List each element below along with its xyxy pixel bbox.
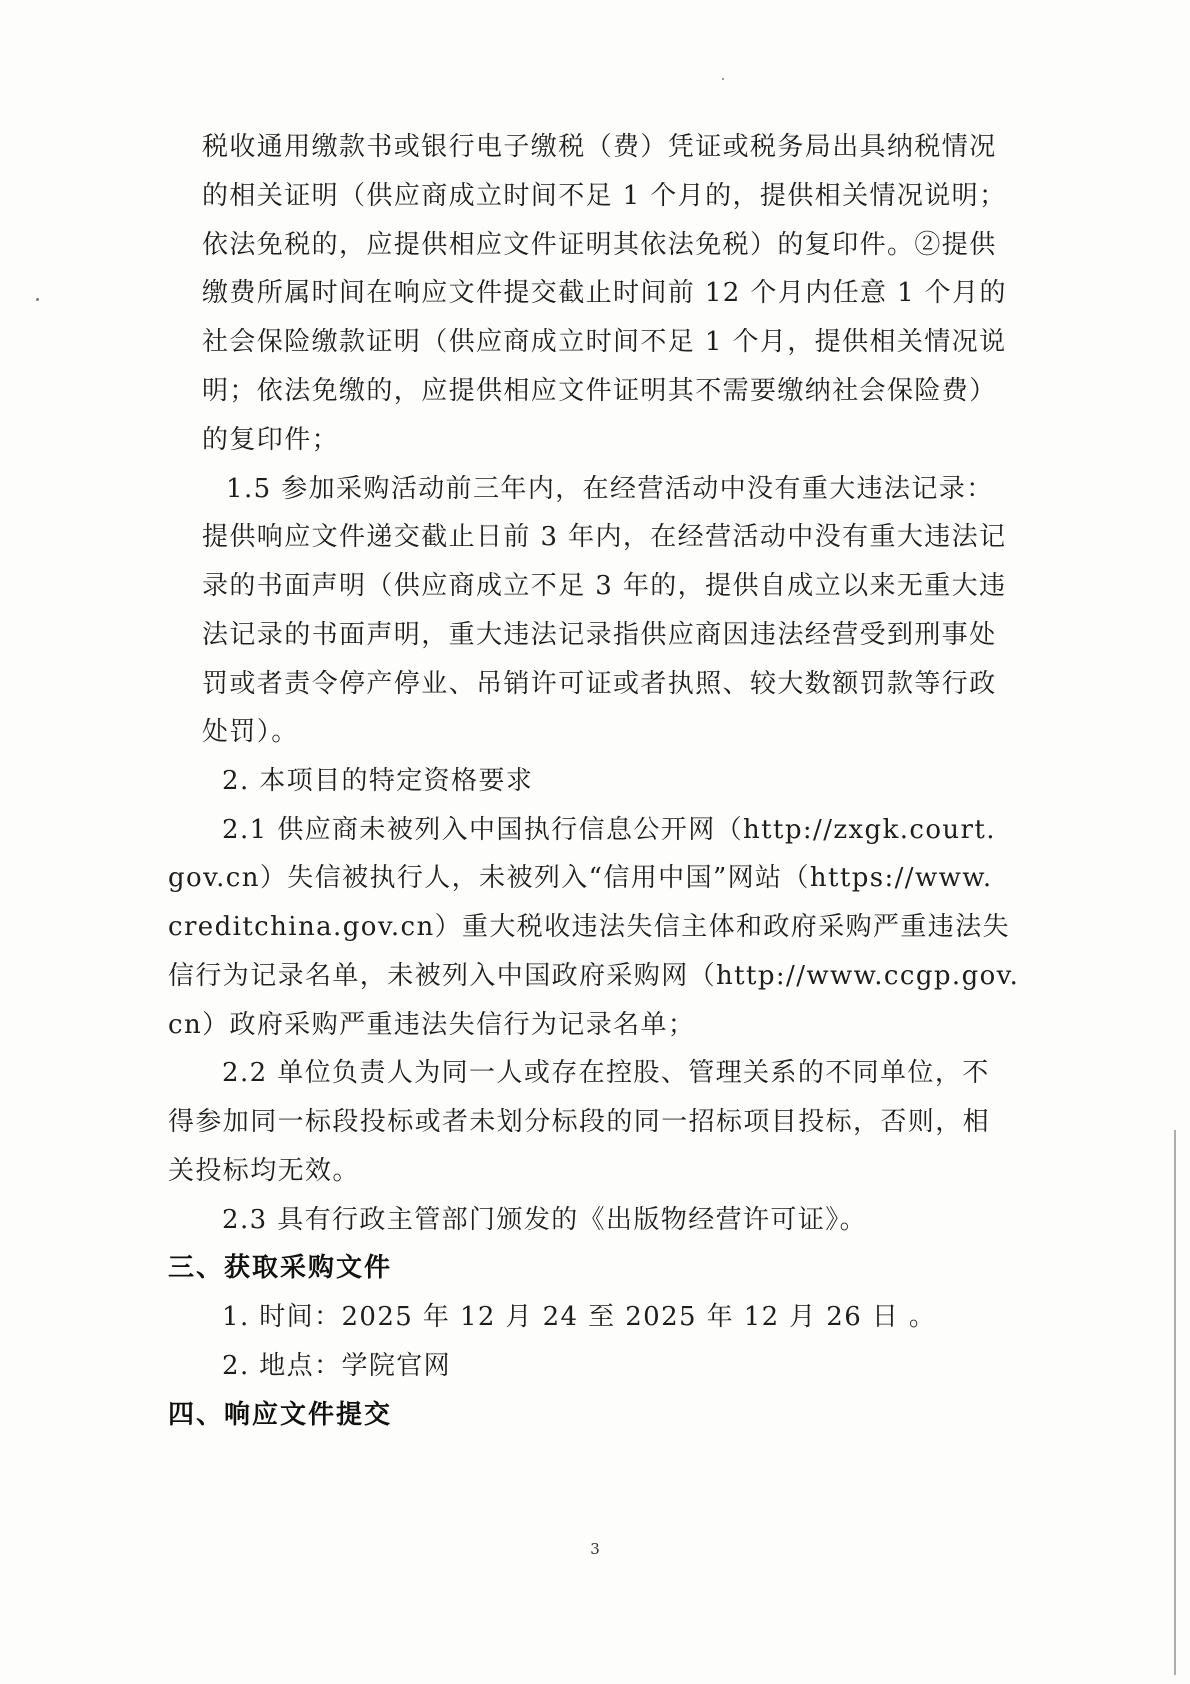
clause-1-5-line: 罚或者责令停产停业、吊销许可证或者执照、较大数额罚款等行政 bbox=[202, 669, 997, 699]
item-2-heading: 2. 本项目的特定资格要求 bbox=[222, 766, 534, 796]
section-4-heading: 四、响应文件提交 bbox=[168, 1400, 393, 1430]
clause-1-5-line: 法记录的书面声明，重大违法记录指供应商因违法经营受到刑事处 bbox=[202, 620, 997, 650]
body-text-line: 税收通用缴款书或银行电子缴税（费）凭证或税务局出具纳税情况 bbox=[202, 132, 997, 162]
body-text-line: 依法免税的，应提供相应文件证明其依法免税）的复印件。②提供 bbox=[202, 230, 997, 260]
section-3-item: 1. 时间：2025 年 12 月 24 至 2025 年 12 月 26 日 。 bbox=[222, 1302, 937, 1332]
body-text-line: 社会保险缴款证明（供应商成立时间不足 1 个月，提供相关情况说 bbox=[202, 327, 1007, 357]
clause-2-1-line: cn）政府采购严重违法失信行为记录名单； bbox=[168, 1010, 696, 1040]
scan-edge-line bbox=[1174, 1130, 1176, 1675]
clause-2-2-line: 2.2 单位负责人为同一人或存在控股、管理关系的不同单位，不 bbox=[222, 1058, 990, 1088]
clause-2-1-line: gov.cn）失信被执行人，未被列入“信用中国”网站（https://www. bbox=[168, 863, 993, 893]
clause-2-2-line: 关投标均无效。 bbox=[168, 1156, 360, 1186]
scan-speck bbox=[722, 78, 724, 80]
clause-1-5-line: 处罚）。 bbox=[202, 717, 299, 747]
clause-1-5-line: 1.5 参加采购活动前三年内，在经营活动中没有重大违法记录： bbox=[226, 474, 994, 504]
section-3-item: 2. 地点：学院官网 bbox=[222, 1351, 452, 1381]
body-text-line: 的相关证明（供应商成立时间不足 1 个月的，提供相关情况说明； bbox=[202, 181, 1007, 211]
clause-1-5-line: 提供响应文件递交截止日前 3 年内，在经营活动中没有重大违法记 bbox=[202, 522, 1007, 552]
clause-2-3-line: 2.3 具有行政主管部门颁发的《出版物经营许可证》。 bbox=[222, 1205, 868, 1235]
body-text-line: 的复印件； bbox=[202, 425, 340, 455]
clause-1-5-line: 录的书面声明（供应商成立不足 3 年的，提供自成立以来无重大违 bbox=[202, 571, 1007, 601]
section-3-heading: 三、获取采购文件 bbox=[168, 1253, 393, 1283]
scan-speck bbox=[36, 298, 39, 301]
clause-2-2-line: 得参加同一标段投标或者未划分标段的同一招标项目投标，否则，相 bbox=[168, 1107, 991, 1137]
body-text-line: 缴费所属时间在响应文件提交截止时间前 12 个月内任意 1 个月的 bbox=[202, 278, 1007, 308]
clause-2-1-line: 2.1 供应商未被列入中国执行信息公开网（http://zxgk.court. bbox=[222, 815, 996, 845]
body-text-line: 明；依法免缴的，应提供相应文件证明其不需要缴纳社会保险费） bbox=[202, 376, 997, 406]
clause-2-1-line: 信行为记录名单，未被列入中国政府采购网（http://www.ccgp.gov. bbox=[168, 961, 1020, 991]
clause-2-1-line: creditchina.gov.cn）重大税收违法失信主体和政府采购严重违法失 bbox=[168, 912, 1010, 942]
page-number: 3 bbox=[590, 1540, 600, 1558]
